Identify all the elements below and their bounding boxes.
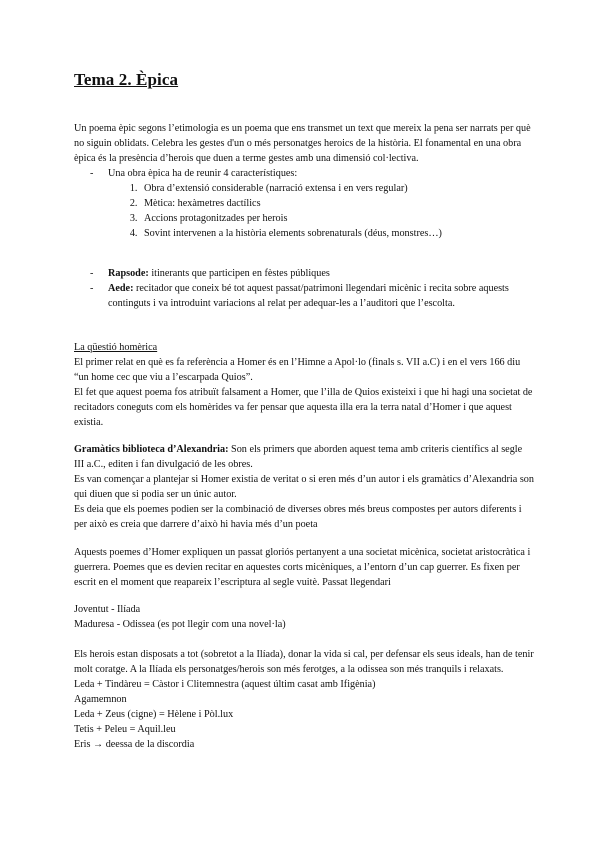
- homer-section: [74, 545, 534, 590]
- list-item: 1. Obra d’extensió considerable (narració extensa i en vers regular): [140, 181, 534, 196]
- aede-item: [74, 281, 534, 311]
- eris-line: Eris → deessa de la discordia: [74, 739, 195, 750]
- leda-zeus-line: Leda + Zeus (cigne) = Hèlene i Pòl.lux: [74, 709, 234, 720]
- gramatics-section: [74, 442, 534, 532]
- list-item: 2. Mètica: hexàmetres dactílics: [140, 196, 534, 211]
- questio-heading: La qüestió homèrica: [74, 342, 158, 353]
- page-title: Tema 2. Èpica: [74, 70, 179, 89]
- herois-paragraph: Els herois estan disposats a tot (sobretot a la Ilíada), donar la vida si cal, per defensar els seus ideals, han de tenir molt coratge. A la Ilíada els personatges/herois son més ferotges, a la odissea son més tranquils i relaxats.: [74, 649, 534, 675]
- gramatics-text: Son els primers que aborden aquest tema amb criteris científics al segle III a.C., editen i fan divulgació de les obres.: [74, 444, 523, 470]
- herois-section: [74, 647, 534, 752]
- characteristics-list: [74, 181, 534, 241]
- maduresa-line: Maduresa - Odissea (es pot llegir com una novel·la): [74, 619, 286, 630]
- intro-paragraph: Un poema èpic segons l’etimologia es un poema que ens transmet un text que mereix la pena ser narrats per què no siguin oblidats. Celebra les gestes d'un o més personatges heroics de la història. El fonamental en una obra èpica és la presència d’herois que duen a terme gestes amb una dimensió col·lectiva.: [74, 123, 531, 164]
- rapsode-item: [74, 266, 534, 281]
- aede-term: Aede:: [108, 283, 134, 294]
- homer-paragraph: Aquests poemes d’Homer expliquen un passat gloriós pertanyent a una societat micènica, societat aristocràtica i guerrera. Poemes que es devien recitar en aquestes corts micèniques, a l’entorn d’un cap guerrer. Es fixen per escrit en el moment que reapareix l’escriptura al segle vuitè. Passat llegendari: [74, 547, 531, 588]
- rapsode-aede-section: [74, 266, 534, 311]
- gramatics-paragraph-3: Es deia que els poemes podien ser la combinació de diverses obres més breus compostes per autors diferents i per això es creia que darrere d’això hi havia més d’un poeta: [74, 504, 522, 530]
- aede-text: recitador que coneix bé tot aquest passat/patrimoni llegendari micènic i recita sobre aquests continguts i va introduint variacions al relat per adequar-les a l’auditori que l’escolta.: [108, 283, 509, 309]
- gramatics-paragraph: [74, 442, 534, 472]
- rapsode-term: Rapsode:: [108, 268, 149, 279]
- list-item: 3. Accions protagonitzades per herois: [140, 211, 534, 226]
- gramatics-term: Gramàtics biblioteca d’Alexandria:: [74, 444, 229, 455]
- leda-tindareu-line: Leda + Tindàreu = Càstor i Clitemnestra (aquest últim casat amb Ifigènia): [74, 679, 376, 690]
- characteristics-intro: - Una obra èpica ha de reunir 4 característiques:: [74, 166, 534, 181]
- tetis-peleu-line: Tetis + Peleu = Aquil.leu: [74, 724, 176, 735]
- gramatics-paragraph-2: Es van començar a plantejar si Homer existia de veritat o si eren més d’un autor i els gramàtics d’Alexandria son qui diuen que si podia ser un únic autor.: [74, 474, 534, 500]
- questio-paragraph-2: El fet que aquest poema fos atribuït falsament a Homer, que l’illa de Quios existeixi i que hi hagi una societat de recitadors coneguts com els homèrides va fer pensar que aquesta illa era la terra natal d’Homer i que aquest existia.: [74, 387, 533, 428]
- intro-section: [74, 121, 534, 241]
- works-section: [74, 602, 534, 632]
- questio-section: [74, 340, 534, 430]
- questio-paragraph-1: El primer relat en què es fa referència a Homer és en l’Himne a Apol·lo (finals s. VII a.C) i en el vers 166 diu “un home cec que viu a l’escarpada Quios”.: [74, 357, 521, 383]
- list-item: 4. Sovint intervenen a la història elements sobrenaturals (déus, monstres…): [140, 226, 534, 241]
- agamemnon-line: Agamemnon: [74, 694, 127, 705]
- rapsode-text: itinerants que participen en fèstes públiques: [148, 268, 330, 279]
- joventut-line: Joventut - Ilíada: [74, 604, 141, 615]
